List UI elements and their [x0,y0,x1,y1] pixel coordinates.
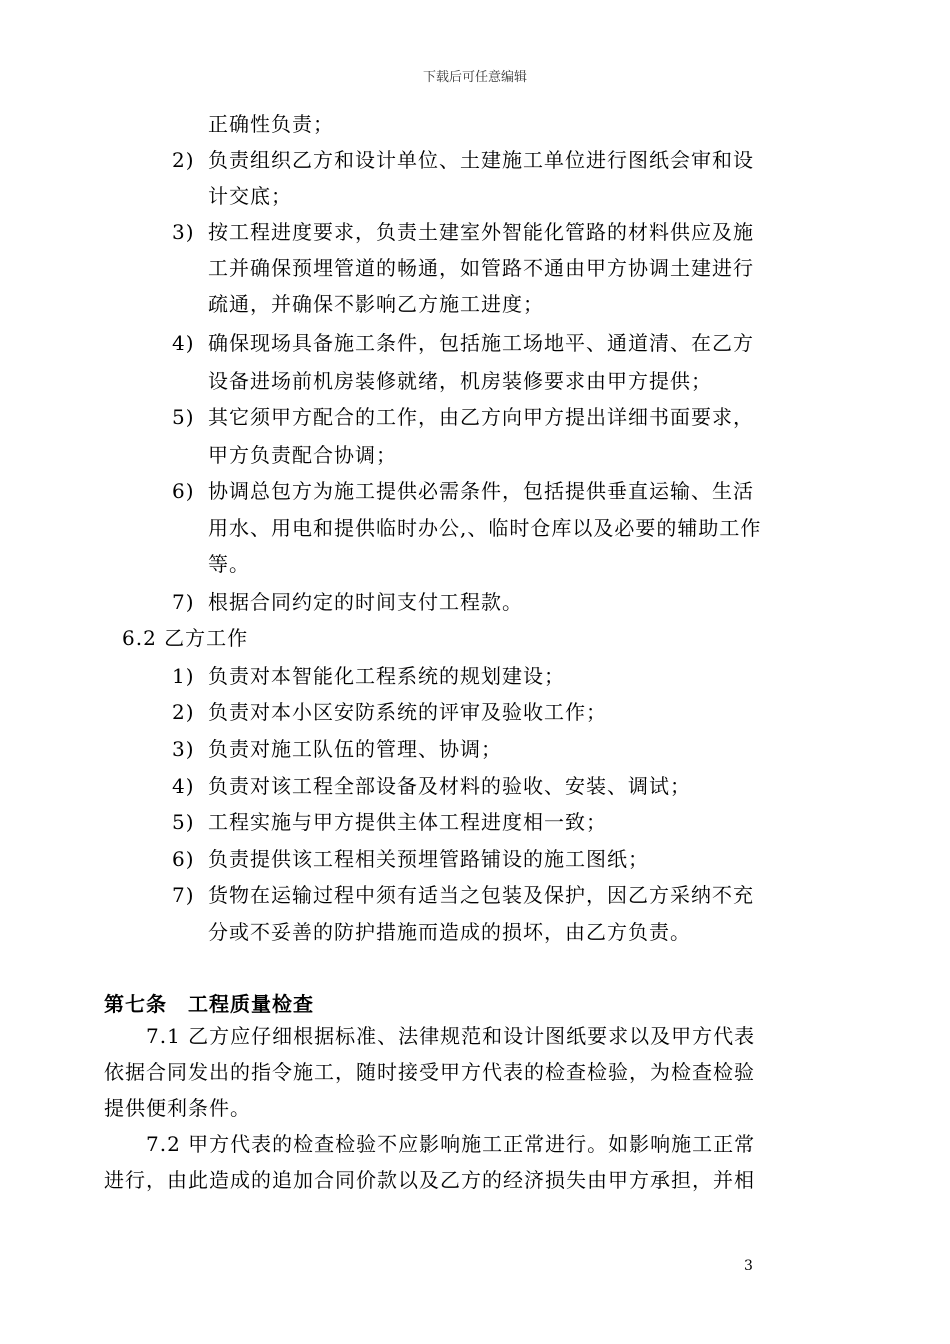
paragraph-line: 依据合同发出的指令施工，随时接受甲方代表的检查检验，为检查检验 [104,1060,755,1084]
list-item-line: 甲方负责配合协调； [208,443,397,467]
list-item-number: 3) [172,220,195,244]
paragraph-line: 进行，由此造成的追加合同价款以及乙方的经济损失由甲方承担，并相 [104,1168,755,1192]
list-item-number: 1) [172,664,195,688]
list-item-line: 工并确保预埋管道的畅通，如管路不通由甲方协调土建进行 [208,256,754,280]
list-item-number: 2) [172,700,195,724]
list-item-line: 负责提供该工程相关预埋管路铺设的施工图纸； [208,847,649,871]
list-item-line: 设备进场前机房装修就绪，机房装修要求由甲方提供； [208,369,712,393]
page-header: 下载后可任意编辑 [422,70,527,85]
list-item-line: 负责组织乙方和设计单位、土建施工单位进行图纸会审和设 [208,148,754,172]
list-item-line: 计交底； [208,184,292,208]
list-item-line: 用水、用电和提供临时办公,、临时仓库以及必要的辅助工作 [208,516,762,540]
list-item-line: 其它须甲方配合的工作，由乙方向甲方提出详细书面要求， [208,405,754,429]
paragraph-line: 7.1 乙方应仔细根据标准、法律规范和设计图纸要求以及甲方代表 [146,1024,756,1048]
page-number: 3 [744,1258,753,1274]
list-item-line: 确保现场具备施工条件，包括施工场地平、通道清、在乙方 [208,331,754,355]
list-item-number: 7) [172,590,195,614]
list-item-line: 工程实施与甲方提供主体工程进度相一致； [208,810,607,834]
list-item-line: 按工程进度要求，负责土建室外智能化管路的材料供应及施 [208,220,754,244]
list-item-line: 负责对本小区安防系统的评审及验收工作； [208,700,607,724]
list-item-line: 负责对本智能化工程系统的规划建设； [208,664,565,688]
list-item-line: 负责对施工队伍的管理、协调； [208,737,502,761]
list-item-number: 4) [172,331,195,355]
list-item-line: 根据合同约定的时间支付工程款。 [208,590,523,614]
list-item-continuation: 正确性负责； [208,112,334,136]
list-item-number: 7) [172,883,195,907]
list-item-number: 4) [172,774,195,798]
list-item-line: 负责对该工程全部设备及材料的验收、安装、调试； [208,774,691,798]
list-item-line: 疏通，并确保不影响乙方施工进度； [208,292,544,316]
list-item-number: 6) [172,847,195,871]
paragraph-line: 7.2 甲方代表的检查检验不应影响施工正常进行。如影响施工正常 [146,1132,756,1156]
list-item-number: 2) [172,148,195,172]
article-heading: 第七条 工程质量检查 [104,992,314,1016]
list-item-number: 6) [172,479,195,503]
section-subtitle: 6.2 乙方工作 [122,626,249,650]
list-item-line: 货物在运输过程中须有适当之包装及保护，因乙方采纳不充 [208,883,754,907]
list-item-number: 5) [172,810,195,834]
list-item-line: 协调总包方为施工提供必需条件，包括提供垂直运输、生活 [208,479,754,503]
list-item-number: 3) [172,737,195,761]
list-item-number: 5) [172,405,195,429]
paragraph-line: 提供便利条件。 [104,1096,251,1120]
list-item-line: 等。 [208,552,250,576]
list-item-line: 分或不妥善的防护措施而造成的损坏，由乙方负责。 [208,920,691,944]
